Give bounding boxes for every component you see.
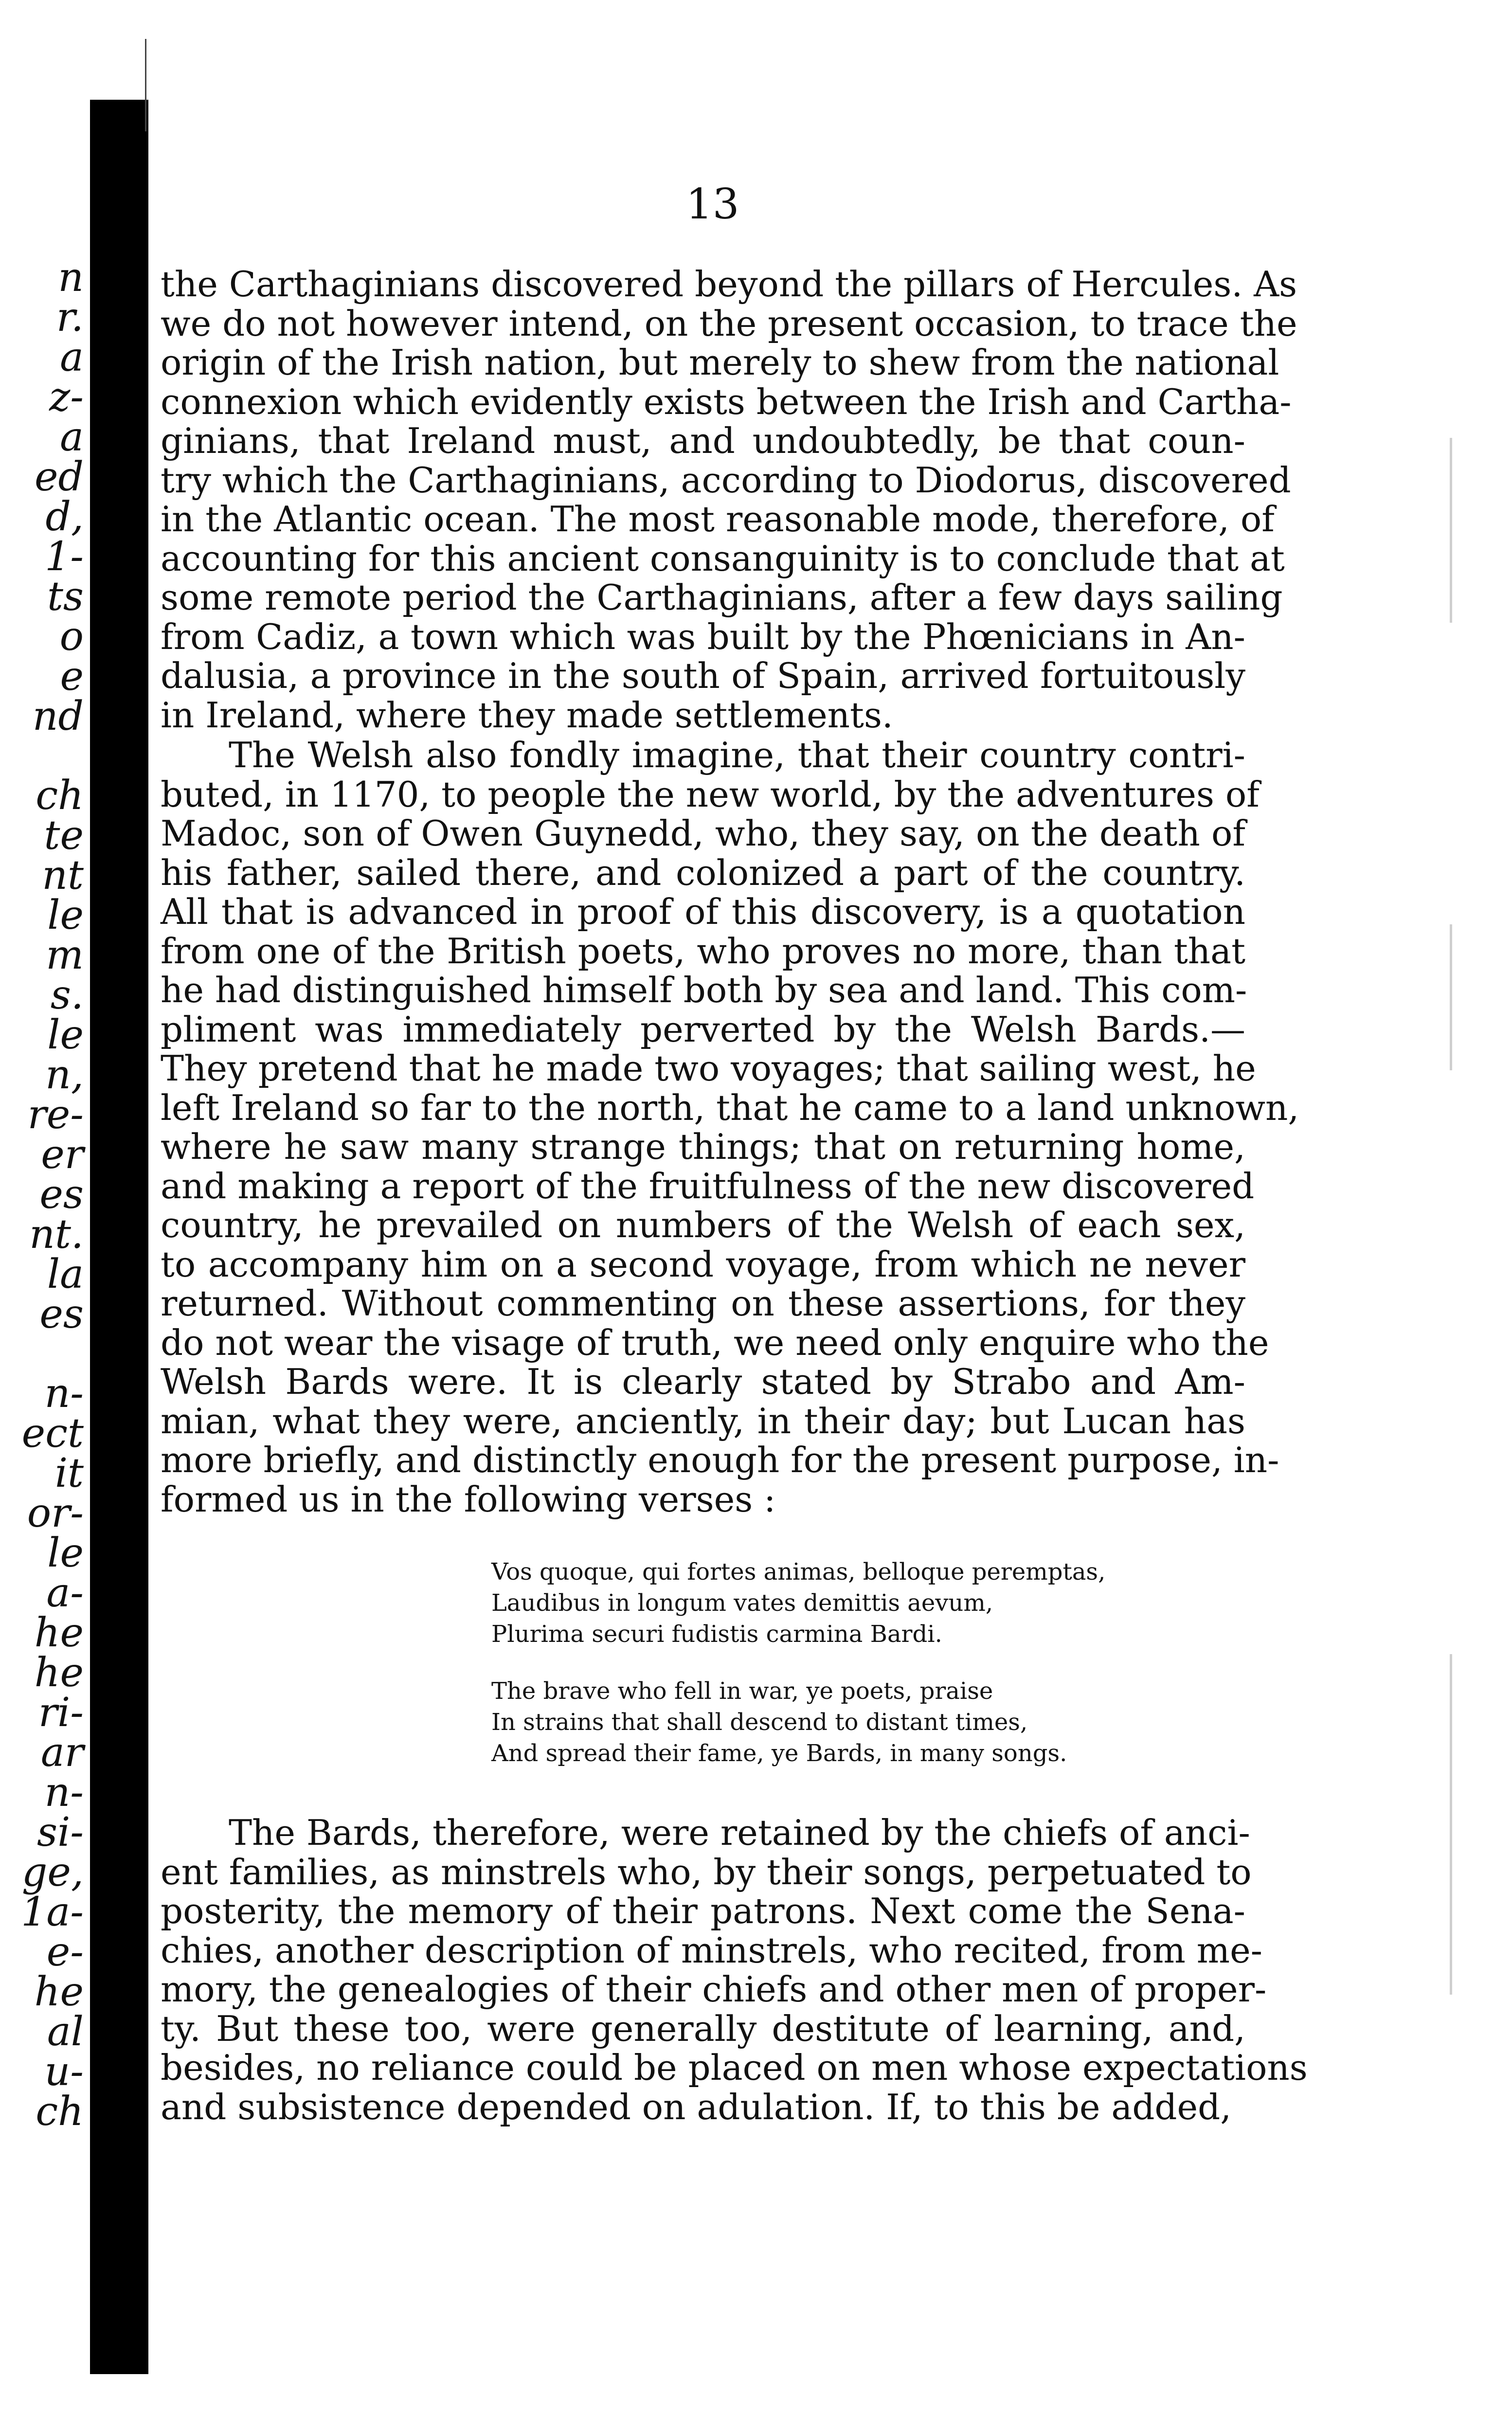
margin-fragment: d, (45, 494, 84, 540)
margin-fragment: n- (44, 1769, 84, 1816)
text-line: from one of the British poets, who proves no more, than that (161, 930, 1245, 972)
margin-fragment: la (47, 1251, 84, 1297)
margin-fragment: ect (21, 1410, 84, 1457)
margin-fragment: le (47, 1530, 84, 1576)
text-line: connexion which evidently exists between the Irish and Cartha- (161, 381, 1292, 422)
margin-fragment: nt. (29, 1211, 84, 1258)
text-line: origin of the Irish nation, but merely to shew from the national (161, 342, 1279, 383)
text-line: in the Atlantic ocean. The most reasonable mode, therefore, of (161, 499, 1275, 540)
text-line: in Ireland, where they made settlements. (161, 694, 893, 736)
text-line: mian, what they were, anciently, in their day; but Lucan has (161, 1400, 1245, 1441)
margin-fragment: es (39, 1291, 84, 1337)
margin-fragment: he (34, 1610, 84, 1656)
margin-fragment: ch (36, 773, 84, 819)
text-line: his father, sailed there, and colonized a part of the country. (161, 852, 1245, 893)
verse-line: And spread their fame, ye Bards, in many songs. (491, 1740, 1067, 1767)
text-line: from Cadiz, a town which was built by the Phœnicians in An- (161, 616, 1245, 657)
text-line: some remote period the Carthaginians, after a few days sailing (161, 577, 1283, 618)
margin-fragment: te (44, 812, 84, 859)
margin-fragment: s. (50, 972, 84, 1018)
margin-fragment: e- (46, 1929, 84, 1975)
margin-fragment: es (39, 1171, 84, 1218)
margin-fragment: ed (34, 454, 84, 500)
verse-line: Plurima securi fudistis carmina Bardi. (491, 1621, 942, 1648)
margin-fragment: le (47, 892, 84, 938)
text-line: All that is advanced in proof of this discovery, is a quotation (161, 891, 1245, 932)
spine-line (145, 39, 146, 131)
text-line: to accompany him on a second voyage, from which ne never (161, 1243, 1245, 1285)
margin-fragment: ar (40, 1729, 84, 1776)
text-line: he had distinguished himself both by sea and land. This com- (161, 970, 1247, 1010)
margin-fragment: er (41, 1132, 84, 1178)
margin-fragment: ri- (38, 1690, 84, 1736)
text-line: Welsh Bards were. It is clearly stated by Strabo and Am- (161, 1361, 1245, 1402)
margin-fragment: o (59, 613, 84, 660)
margin-fragment: m (46, 932, 84, 978)
margin-fragment: n (58, 258, 84, 301)
verse-line: Vos quoque, qui fortes animas, belloque peremptas, (491, 1558, 1106, 1585)
text-line: more briefly, and distinctly enough for the present purpose, in- (161, 1440, 1279, 1480)
margin-fragment: ts (47, 574, 84, 620)
verse-line: In strains that shall descend to distant times, (491, 1709, 1028, 1736)
margin-fragment: re- (27, 1092, 84, 1138)
text-line: left Ireland so far to the north, that he came to a land unknown, (161, 1087, 1299, 1128)
text-line: returned. Without commenting on these assertions, for they (161, 1283, 1245, 1324)
text-line: Madoc, son of Owen Guynedd, who, they say, on the death of (161, 813, 1245, 854)
text-line: chies, another description of minstrels, who recited, from me- (161, 1929, 1263, 1971)
page-edge-mark (1450, 1654, 1452, 1995)
text-line: where he saw many strange things; that on returning home, (161, 1126, 1245, 1167)
text-line: dalusia, a province in the south of Spain, arrived fortuitously (161, 655, 1245, 696)
text-line: besides, no reliance could be placed on men whose expectations (161, 2047, 1308, 2088)
margin-fragment: u- (44, 2049, 84, 2095)
margin-fragment: ge, (21, 1849, 84, 1895)
text-line: buted, in 1170, to people the new world, by the adventures of (161, 774, 1260, 815)
text-line: and making a report of the fruitfulness of the new discovered (161, 1165, 1255, 1207)
margin-fragment: he (34, 1650, 84, 1696)
margin-fragment: al (47, 2009, 84, 2055)
text-line: The Welsh also fondly imagine, that their country contri- (229, 735, 1245, 775)
margin-fragment: n, (45, 1052, 84, 1098)
margin-fragment: a- (46, 1570, 84, 1616)
binding-shadow (90, 100, 148, 2374)
margin-fragment: or- (27, 1490, 84, 1536)
text-line: and subsistence depended on adulation. If, to this be added, (161, 2086, 1232, 2127)
margin-fragment: nt (42, 852, 84, 899)
margin-fragment: it (54, 1450, 84, 1496)
text-line: pliment was immediately perverted by the Welsh Bards.— (161, 1009, 1245, 1050)
text-line: ent families, as minstrels who, by their songs, perpetuated to (161, 1851, 1252, 1892)
margin-fragment: ch (36, 2089, 84, 2135)
text-line: country, he prevailed on numbers of the Welsh of each sex, (161, 1205, 1245, 1245)
text-line: posterity, the memory of their patrons. Next come the Sena- (161, 1891, 1245, 1931)
margin-fragment: a (60, 414, 84, 460)
text-line: mory, the genealogies of their chiefs and other men of proper- (161, 1969, 1267, 2010)
text-line: The Bards, therefore, were retained by the chiefs of anci- (229, 1812, 1250, 1853)
text-line: we do not however intend, on the present occasion, to trace the (161, 303, 1297, 344)
text-line: ginians, that Ireland must, and undoubtedly, be that coun- (161, 420, 1245, 461)
text-line: ty. But these too, were generally destitute of learning, and, (161, 2008, 1245, 2049)
margin-fragment: a (60, 334, 84, 380)
text-line: the Carthaginians discovered beyond the pillars of Hercules. As (161, 264, 1297, 305)
page-number: 13 (686, 180, 739, 229)
margin-fragment: 1a- (21, 1889, 84, 1935)
text-line: accounting for this ancient consanguinity is to conclude that at (161, 538, 1285, 579)
margin-fragment: si- (36, 1809, 84, 1856)
margin-fragment: n- (44, 1370, 84, 1417)
verse-line: Laudibus in longum vates demittis aevum, (491, 1589, 993, 1617)
text-line: try which the Carthaginians, according to Diodorus, discovered (161, 459, 1291, 501)
margin-fragment: r. (56, 294, 84, 341)
margin-fragment: z- (49, 374, 84, 420)
page-edge-mark (1450, 438, 1452, 623)
text-line: formed us in the following verses : (161, 1478, 776, 1520)
facing-page-fragments (0, 258, 89, 2155)
margin-fragment: he (34, 1969, 84, 2015)
text-line: They pretend that he made two voyages; that sailing west, he (161, 1048, 1256, 1089)
margin-fragment: nd (32, 693, 84, 739)
text-line: do not wear the visage of truth, we need only enquire who the (161, 1322, 1269, 1363)
margin-fragment: 1- (45, 534, 84, 580)
page-edge-mark (1450, 924, 1452, 1070)
margin-fragment: le (47, 1012, 84, 1058)
margin-fragment: e (60, 653, 84, 700)
verse-line: The brave who fell in war, ye poets, praise (491, 1677, 993, 1705)
